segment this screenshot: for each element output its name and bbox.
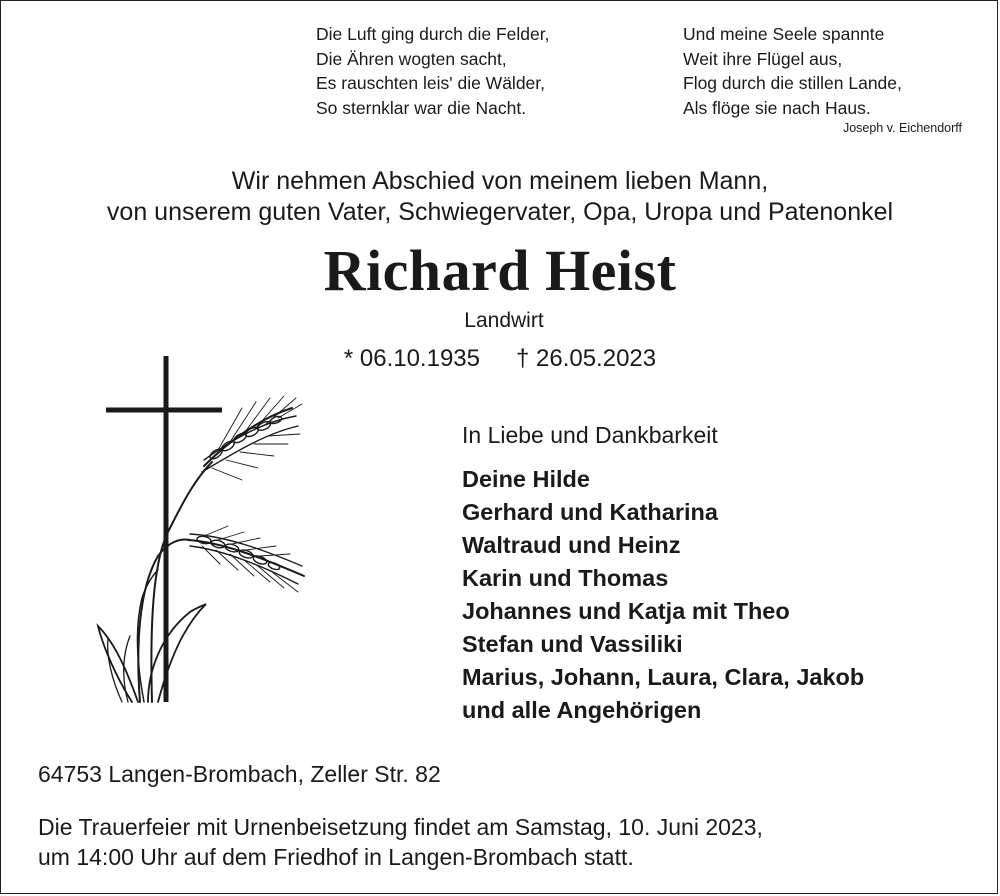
intro-line: von unserem guten Vater, Schwiegervater, Opa, Uropa und Patenonkel (106, 198, 894, 226)
mourner-name: Karin und Thomas (462, 565, 669, 591)
poem-line: Die Luft ging durch die Felder, (316, 24, 550, 44)
poem-left-stanza (316, 22, 549, 120)
poem-line: Als flöge sie nach Haus. (683, 97, 871, 118)
poem-line: Weit ihre Flügel aus, (683, 48, 843, 69)
mourner-name: und alle Angehörigen (462, 697, 702, 723)
mourners-heading: In Liebe und Dankbarkeit (462, 422, 718, 448)
cross-with-wheat-icon (92, 350, 312, 710)
mourner-name: Gerhard und Katharina (462, 499, 718, 525)
death-date: † 26.05.2023 (515, 345, 657, 372)
mourner-name: Deine Hilde (462, 466, 590, 492)
notice-line: um 14:00 Uhr auf dem Friedhof in Langen-Brombach statt. (38, 844, 634, 870)
mourner-name: Johannes und Katja mit Theo (462, 598, 790, 624)
mourners-list (462, 463, 864, 727)
notice-line: Die Trauerfeier mit Urnenbeisetzung findet am Samstag, 10. Juni 2023, (38, 814, 763, 840)
mourner-name: Waltraud und Heinz (462, 532, 681, 558)
farewell-intro (0, 166, 1000, 228)
poem-line: Die Ähren wogten sacht, (316, 48, 507, 69)
mourner-name: Stefan und Vassiliki (462, 631, 683, 657)
poem-line: Es rauschten leis' die Wälder, (316, 73, 546, 93)
birth-date: * 06.10.1935 (343, 345, 480, 372)
poem-right-stanza (683, 22, 902, 120)
poem-author: Joseph v. Eichendorff (842, 121, 962, 135)
poem-line: Flog durch die stillen Lande, (683, 73, 902, 93)
mourner-name: Marius, Johann, Laura, Clara, Jakob (462, 664, 865, 690)
deceased-name: Richard Heist (323, 238, 677, 303)
poem-line: Und meine Seele spannte (683, 24, 885, 44)
family-address: 64753 Langen-Brombach, Zeller Str. 82 (38, 761, 441, 787)
intro-line: Wir nehmen Abschied von meinem lieben Mann, (231, 167, 769, 195)
deceased-occupation: Landwirt (464, 309, 544, 332)
funeral-notice (38, 812, 763, 872)
poem-line: So sternklar war die Nacht. (316, 97, 527, 118)
